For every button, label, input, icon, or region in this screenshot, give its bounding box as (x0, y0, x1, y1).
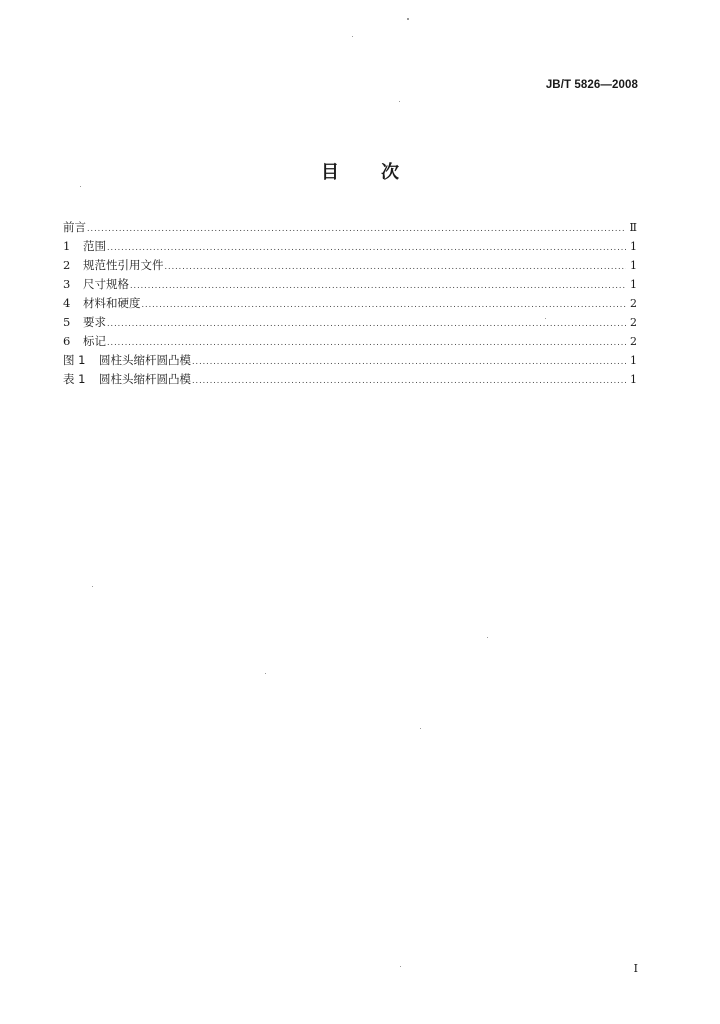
toc-entry-label: 圆柱头缩杆圆凸模 (99, 353, 191, 367)
toc-entry-page: 2 (630, 297, 637, 310)
dot-leader (107, 314, 626, 333)
scan-speck (352, 36, 353, 37)
toc-entry-table-1[interactable] (63, 370, 637, 389)
toc-entry-number: 5 (63, 315, 71, 329)
toc-entry-materials-hardness[interactable] (63, 294, 637, 313)
title-char-2: 次 (381, 162, 399, 183)
toc-entry-label: 尺寸规格 (83, 277, 129, 291)
toc-entry-label: 前言 (63, 220, 86, 234)
toc-entry-label: 标记 (83, 334, 106, 348)
table-of-contents (63, 218, 637, 389)
dot-leader (107, 238, 626, 257)
toc-entry-scope[interactable] (63, 237, 637, 256)
toc-entry-page: 1 (630, 354, 637, 367)
scan-speck (400, 966, 401, 967)
toc-entry-prefix: 表 1 (63, 372, 86, 386)
footer-page-number: I (633, 962, 638, 975)
toc-entry-requirements[interactable] (63, 313, 637, 332)
toc-entry-prefix: 图 1 (63, 353, 86, 367)
scan-speck (80, 186, 81, 187)
scan-speck (399, 101, 400, 102)
scan-speck (487, 637, 488, 638)
scan-speck (545, 318, 546, 319)
toc-entry-marking[interactable] (63, 332, 637, 351)
toc-entry-page: 2 (630, 335, 637, 348)
toc-entry-number: 3 (63, 277, 71, 291)
dot-leader (192, 371, 626, 390)
dot-leader (192, 352, 626, 371)
page-title (0, 158, 720, 184)
toc-entry-page: Ⅱ (629, 221, 637, 234)
toc-entry-page: 2 (630, 316, 637, 329)
dot-leader (107, 333, 626, 352)
title-char-1: 目 (321, 162, 339, 183)
toc-entry-number: 2 (63, 258, 71, 272)
toc-entry-label: 要求 (83, 315, 106, 329)
dot-leader (142, 295, 627, 314)
toc-entry-page: 1 (630, 259, 637, 272)
toc-entry-label: 圆柱头缩杆圆凸模 (99, 372, 191, 386)
toc-entry-number: 6 (63, 334, 71, 348)
toc-entry-label: 范围 (83, 239, 106, 253)
toc-entry-figure-1[interactable] (63, 351, 637, 370)
scan-speck (407, 18, 409, 20)
toc-entry-label: 材料和硬度 (83, 296, 141, 310)
toc-entry-normative-references[interactable] (63, 256, 637, 275)
scan-speck (92, 586, 93, 587)
toc-entry-page: 1 (630, 278, 637, 291)
toc-entry-foreword[interactable] (63, 218, 637, 237)
toc-entry-page: 1 (630, 373, 637, 386)
standard-number: JB/T 5826—2008 (545, 79, 638, 91)
scan-speck (420, 728, 421, 729)
dot-leader (130, 276, 626, 295)
toc-entry-label: 规范性引用文件 (83, 258, 164, 272)
toc-entry-page: 1 (630, 240, 637, 253)
toc-entry-number: 1 (63, 239, 71, 253)
scan-speck (265, 673, 266, 674)
toc-entry-dimensions[interactable] (63, 275, 637, 294)
dot-leader (165, 257, 627, 276)
dot-leader (87, 219, 626, 238)
toc-entry-number: 4 (63, 296, 71, 310)
